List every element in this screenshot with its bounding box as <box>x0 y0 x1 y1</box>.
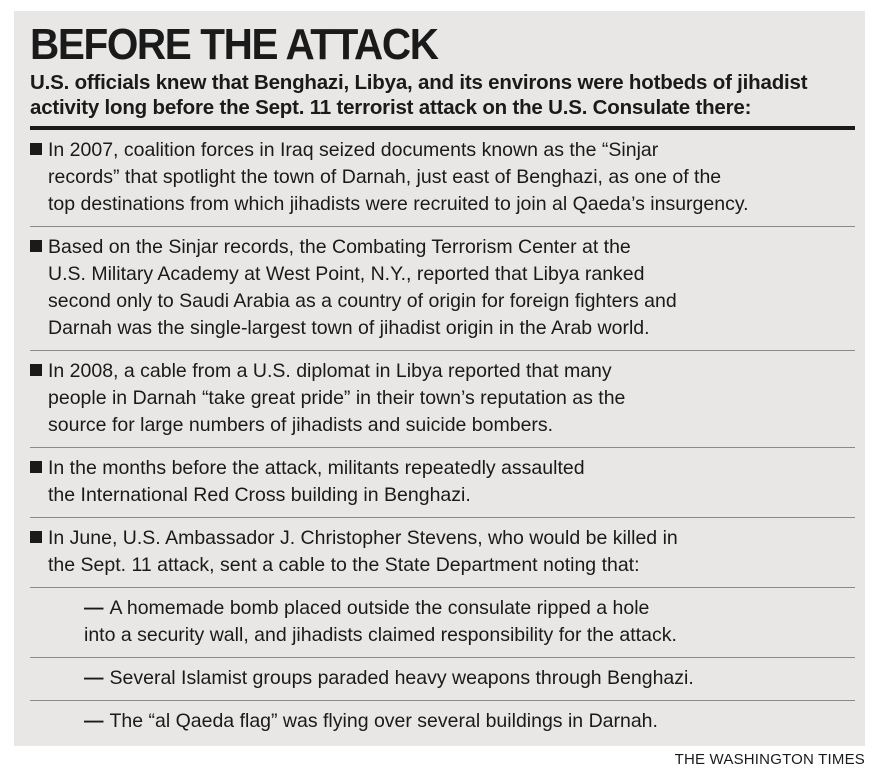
cable-detail-item <box>30 701 855 743</box>
fact-line: In June, U.S. Ambassador J. Christopher Stevens, who would be killed in <box>48 527 678 549</box>
fact-item <box>30 351 855 448</box>
dash-bullet-icon: — <box>84 710 104 732</box>
fact-line: the Sept. 11 attack, sent a cable to the State Department noting that: <box>48 554 640 576</box>
dash-bullet-icon: — <box>84 597 104 619</box>
fact-line: people in Darnah “take great pride” in their town’s reputation as the <box>48 387 626 409</box>
fact-line: records” that spotlight the town of Darnah, just east of Benghazi, as one of the <box>48 166 722 188</box>
subtitle-line: U.S. officials knew that Benghazi, Libya, and its environs were hotbeds of jihadist <box>30 71 808 94</box>
detail-line: into a security wall, and jihadists claimed responsibility for the attack. <box>84 624 677 646</box>
fact-line: In the months before the attack, militants repeatedly assaulted <box>48 457 585 479</box>
fact-line: Darnah was the single-largest town of jihadist origin in the Arab world. <box>48 317 650 339</box>
infographic-panel <box>14 11 865 746</box>
fact-line: In 2008, a cable from a U.S. diplomat in Libya reported that many <box>48 360 612 382</box>
dash-bullet-icon: — <box>84 667 104 689</box>
fact-item <box>30 518 855 588</box>
fact-item <box>30 448 855 518</box>
detail-line: A homemade bomb placed outside the consulate ripped a hole <box>109 597 650 619</box>
fact-line: the International Red Cross building in Benghazi. <box>48 484 471 506</box>
cable-detail-item <box>30 588 855 658</box>
fact-line: In 2007, coalition forces in Iraq seized documents known as the “Sinjar <box>48 139 659 161</box>
fact-line: source for large numbers of jihadists and suicide bombers. <box>48 414 554 436</box>
fact-item <box>30 130 855 227</box>
fact-line: U.S. Military Academy at West Point, N.Y., reported that Libya ranked <box>48 263 645 285</box>
detail-line: The “al Qaeda flag” was flying over several buildings in Darnah. <box>109 710 658 732</box>
subtitle-line: activity long before the Sept. 11 terrorist attack on the U.S. Consulate there: <box>30 96 752 119</box>
square-bullet-icon <box>30 240 42 252</box>
fact-item <box>30 227 855 351</box>
square-bullet-icon <box>30 143 42 155</box>
fact-line: top destinations from which jihadists were recruited to join al Qaeda’s insurgency. <box>48 193 749 215</box>
subtitle <box>30 70 855 120</box>
fact-line: second only to Saudi Arabia as a country of origin for foreign fighters and <box>48 290 677 312</box>
square-bullet-icon <box>30 461 42 473</box>
square-bullet-icon <box>30 364 42 376</box>
cable-detail-item <box>30 658 855 701</box>
page-title: BEFORE THE ATTACK <box>30 20 438 69</box>
detail-line: Several Islamist groups paraded heavy weapons through Benghazi. <box>109 667 694 689</box>
square-bullet-icon <box>30 531 42 543</box>
source-credit: THE WASHINGTON TIMES <box>674 751 865 768</box>
fact-line: Based on the Sinjar records, the Combating Terrorism Center at the <box>48 236 631 258</box>
